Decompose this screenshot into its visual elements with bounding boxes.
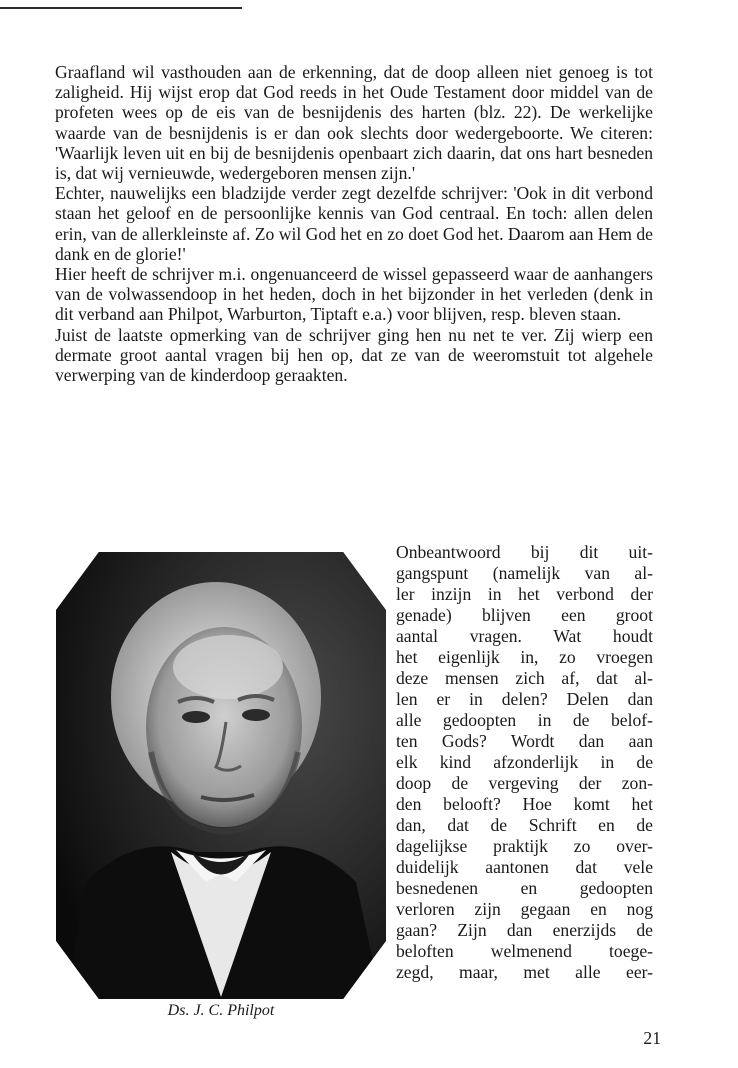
- column-line: besnedenen en gedoopten: [396, 878, 653, 898]
- page-number: 21: [643, 1028, 661, 1048]
- column-line: het eigenlijk in, zo vroegen: [396, 647, 653, 667]
- column-line: elk kind afzonderlijk in de: [396, 752, 653, 772]
- column-line: dan, dat de Schrift en de: [396, 815, 653, 835]
- paragraph-1: Graafland wil vasthouden aan de erkenning, dat de doop alleen niet genoeg is tot zaligheid. Hij wijst erop dat God reeds in het Oude Testament door middel van de profeten wees op de eis van de besnijdenis des harten (blz. 22). De werkelijke waarde van de besnijdenis is er dan ook slechts door wedergeboorte. We citeren: 'Waarlijk leven uit en bij de besnijdenis openbaart zich daarin, dat ons hart besneden is, dat wij vernieuwde, wedergeboren mensen zijn.': [55, 62, 653, 184]
- column-line: dagelijkse praktijk zo over-: [396, 836, 653, 856]
- column-line: den belooft? Hoe komt het: [396, 794, 653, 814]
- column-line: gangspunt (namelijk van al-: [396, 563, 653, 583]
- column-line: aantal vragen. Wat houdt: [396, 626, 653, 646]
- column-line: len er in delen? Delen dan: [396, 689, 653, 709]
- portrait-caption: Ds. J. C. Philpot: [167, 1002, 275, 1019]
- paragraph-3: Hier heeft de schrijver m.i. ongenuanceerd de wissel gepasseerd waar de aanhangers van de volwassendoop in het heden, doch in het bijzonder in het verleden (denk in dit verband aan Philpot, Warburton, Tiptaft e.a.) voor blijven, resp. bleven staan.: [55, 264, 653, 325]
- column-line: genade) blijven een groot: [396, 605, 653, 625]
- paragraph-2: Echter, nauwelijks een bladzijde verder zegt dezelfde schrijver: 'Ook in dit verbond staan het geloof en de persoonlijke kennis van God centraal. En toch: allen delen erin, van de allerkleinste af. Zo wil God het en zo doet God het. Daarom aan Hem de dank en de glorie!': [55, 183, 653, 264]
- portrait-illustration: [56, 552, 386, 999]
- side-column-text: [396, 542, 653, 983]
- column-line: verloren zijn gegaan en nog: [396, 899, 653, 919]
- column-line: doop de vergeving der zon-: [396, 773, 653, 793]
- column-line: alle gedoopten in de belof-: [396, 710, 653, 730]
- top-rule: [0, 7, 242, 9]
- portrait-photo: [56, 552, 386, 999]
- column-line: duidelijk aantonen dat vele: [396, 857, 653, 877]
- main-text: [55, 62, 653, 385]
- column-line: ten Gods? Wordt dan aan: [396, 731, 653, 751]
- column-line: gaan? Zijn dan enerzijds de: [396, 920, 653, 940]
- column-line: beloften welmenend toege-: [396, 941, 653, 961]
- column-line: zegd, maar, met alle eer-: [396, 962, 653, 982]
- column-line: deze mensen zich af, dat al-: [396, 668, 653, 688]
- paragraph-4: Juist de laatste opmerking van de schrijver ging hen nu net te ver. Zij wierp een dermate groot aantal vragen bij hen op, dat ze van de weeromstuit tot algehele verwerping van de kinderdoop geraakten.: [55, 324, 653, 386]
- column-line: ler inzijn in het verbond der: [396, 584, 653, 604]
- column-line: Onbeantwoord bij dit uit-: [396, 542, 653, 562]
